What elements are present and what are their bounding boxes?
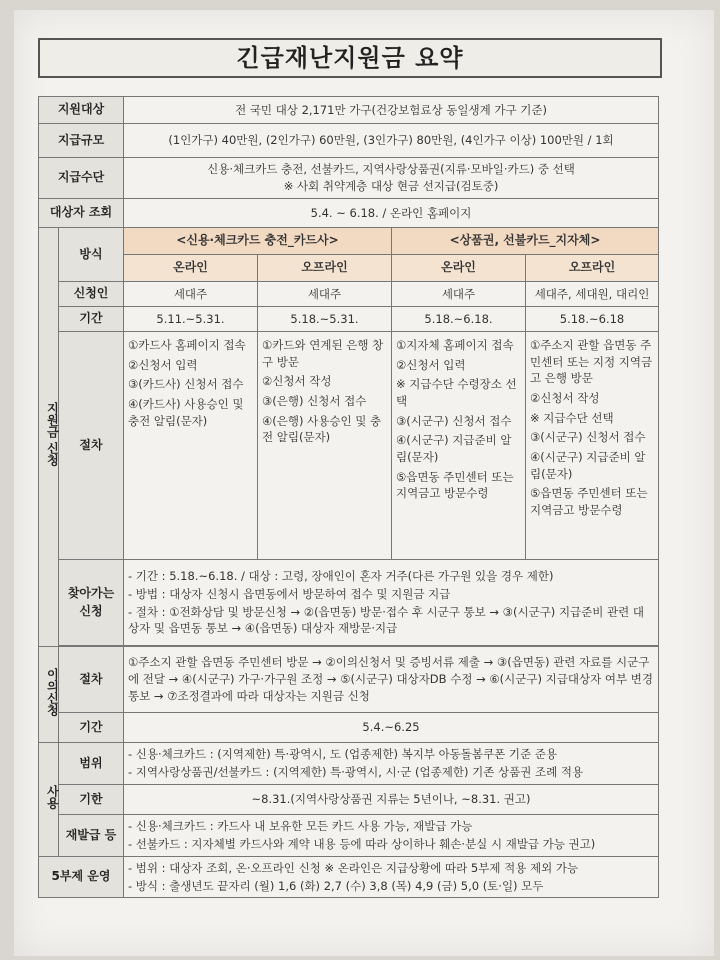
procedure-note: ※ 지급수단 선택: [530, 410, 614, 425]
fiveday-line: - 범위 : 대상자 조회, 온·오프라인 신청 ※ 온라인은 지급상황에 따라 5부제 적용 제외 가능: [128, 861, 579, 875]
procedure-step: ④(카드사) 사용승인 및 충전 알림(문자): [128, 397, 244, 428]
applicant-cell: 세대주: [124, 282, 258, 307]
procedure-step: ③(시군구) 신청서 접수: [396, 413, 512, 428]
reissue-line: - 신용·체크카드 : 카드사 내 보유한 모든 카드 사용 가능, 재발급 가능: [128, 819, 473, 834]
scope-line: - 신용·체크카드 : (지역제한) 특·광역시, 도 (업종제한) 복지부 아동돌봄쿠폰 기준 준용: [128, 747, 557, 762]
reissue-content: [124, 815, 659, 857]
visit-label: 찾아가는 신청: [59, 560, 124, 646]
period-cell: 5.18.~6.18: [526, 307, 659, 332]
applicant-cell: 세대주: [392, 282, 526, 307]
objection-procedure-label: 절차: [59, 647, 124, 713]
lookup-label: 대상자 조회: [39, 199, 124, 228]
method-label: 방식: [59, 228, 124, 282]
objection-period-label: 기간: [59, 713, 124, 743]
procedure-step: ④(시군구) 지급준비 알림(문자): [396, 433, 512, 465]
means-value: [124, 158, 659, 199]
visit-line: - 절차 : ①전화상담 및 방문신청 → ②(읍면동) 방문·접수 후 시군구 통보 → ③(시군구) 지급준비 관련 대상자 및 읍면동 통보 → ④(읍면동) 대상자 재방문·지급: [128, 604, 645, 636]
applicant-label: 신청인: [59, 282, 124, 307]
means-line-1: 신용·체크카드 충전, 선불카드, 지역사랑상품권(지류·모바일·카드) 중 선택: [207, 162, 575, 177]
fiveday-label: 5부제 운영: [39, 857, 124, 898]
procedure-step: ④(시군구) 지급준비 알림(문자): [530, 450, 646, 481]
visit-line: - 기간 : 5.18.~6.18. / 대상 : 고령, 장애인이 혼자 거주(다른 가구원 있을 경우 제한): [128, 569, 554, 584]
procedure-step: ①지자체 홈페이지 접속: [396, 338, 514, 352]
scope-label: 범위: [59, 743, 124, 785]
scope-content: [124, 743, 659, 785]
target-label: 지원대상: [39, 97, 124, 124]
procedure-step: ⑤읍면동 주민센터 또는 지역금고 방문수령: [396, 469, 514, 501]
procedure-step: ④(은행) 사용승인 및 충전 알림(문자): [262, 413, 382, 445]
use-side-label: 사용: [39, 743, 59, 857]
fiveday-line: - 방식 : 출생년도 끝자리 (월) 1,6 (화) 2,7 (수) 3,8 (목) 4,9 (금) 5,0 (토·일) 모두: [128, 878, 544, 893]
scale-label: 지급규모: [39, 124, 124, 158]
procedure-col-4: [526, 332, 659, 560]
reissue-label: 재발급 등: [59, 815, 124, 857]
means-label: 지급수단: [39, 158, 124, 199]
apply-side-label: 지원금 신청: [39, 228, 59, 647]
procedure-step: ②신청서 입력: [128, 357, 198, 372]
procedure-label: 절차: [59, 332, 124, 560]
col2-offline: 오프라인: [258, 255, 392, 282]
group-card-header: <신용·체크카드 충전_카드사>: [124, 228, 392, 255]
objection-procedure: ①주소지 관할 읍면동 주민센터 방문 → ②이의신청서 및 증빙서류 제출 → ③(읍면동) 관련 자료를 시군구에 전달 → ④(시군구) 가구·가구원 조정 → ⑤(시군구) 대상자DB 수정 → ⑥(시군구) 지급대상자 여부 변경 통보 → ⑦조정결과에 따라 대상자는 지원금 신청: [124, 647, 659, 713]
period-cell: 5.18.~6.18.: [392, 307, 526, 332]
visit-content: [124, 560, 659, 646]
means-line-2: ※ 사회 취약계층 대상 현금 선지급(검토중): [283, 179, 499, 193]
col1-online: 온라인: [124, 255, 258, 282]
fiveday-content: [124, 857, 659, 898]
procedure-step: ③(시군구) 신청서 접수: [530, 430, 646, 445]
objection-period: 5.4.~6.25: [124, 713, 659, 743]
deadline-value: ~8.31.(지역사랑상품권 지류는 5년이나, ~8.31. 권고): [124, 785, 659, 815]
page-title: 긴급재난지원금 요약: [38, 38, 662, 78]
procedure-note: ※ 지급수단 수령장소 선택: [396, 377, 517, 409]
visit-line: - 방법 : 대상자 신청시 읍면동에서 방문하여 접수 및 지원금 지급: [128, 586, 451, 601]
objection-side-label: 이의신청: [39, 647, 59, 743]
procedure-step: ②신청서 작성: [530, 391, 600, 406]
scope-line: - 지역사랑상품권/선불카드 : (지역제한) 특·광역시, 시·군 (업종제한) 기존 상품권 조례 적용: [128, 765, 584, 779]
procedure-col-3: [392, 332, 526, 560]
col4-offline: 오프라인: [526, 255, 659, 282]
procedure-step: ③(은행) 신청서 접수: [262, 394, 367, 409]
period-cell: 5.11.~5.31.: [124, 307, 258, 332]
period-cell: 5.18.~5.31.: [258, 307, 392, 332]
deadline-label: 기한: [59, 785, 124, 815]
applicant-cell: 세대주, 세대원, 대리인: [526, 282, 659, 307]
lookup-value: 5.4. ~ 6.18. / 온라인 홈페이지: [124, 199, 659, 228]
procedure-step: ①주소지 관할 읍면동 주민센터 또는 지정 지역금고 은행 방문: [530, 338, 653, 386]
procedure-step: ②신청서 작성: [262, 374, 332, 389]
procedure-step: ②신청서 입력: [396, 357, 466, 372]
procedure-step: ③(카드사) 신청서 접수: [128, 377, 244, 392]
col3-online: 온라인: [392, 255, 526, 282]
summary-table: [38, 96, 659, 898]
scale-value: (1인가구) 40만원, (2인가구) 60만원, (3인가구) 80만원, (4인가구 이상) 100만원 / 1회: [124, 124, 659, 158]
reissue-line: - 선불카드 : 지자체별 카드사와 계약 내용 등에 따라 상이하나 훼손·분실 시 재발급 가능 권고): [128, 837, 596, 851]
target-value: 전 국민 대상 2,171만 가구(건강보험료상 동일생계 가구 기준): [124, 97, 659, 124]
procedure-step: ⑤읍면동 주민센터 또는 지역금고 방문수령: [530, 486, 648, 518]
applicant-cell: 세대주: [258, 282, 392, 307]
period-label: 기간: [59, 307, 124, 332]
procedure-col-1: [124, 332, 258, 560]
procedure-step: ①카드와 연계된 은행 창구 방문: [262, 338, 384, 369]
procedure-col-2: [258, 332, 392, 560]
procedure-step: ①카드사 홈페이지 접속: [128, 338, 246, 352]
group-voucher-header: <상품권, 선불카드_지자체>: [392, 228, 659, 255]
